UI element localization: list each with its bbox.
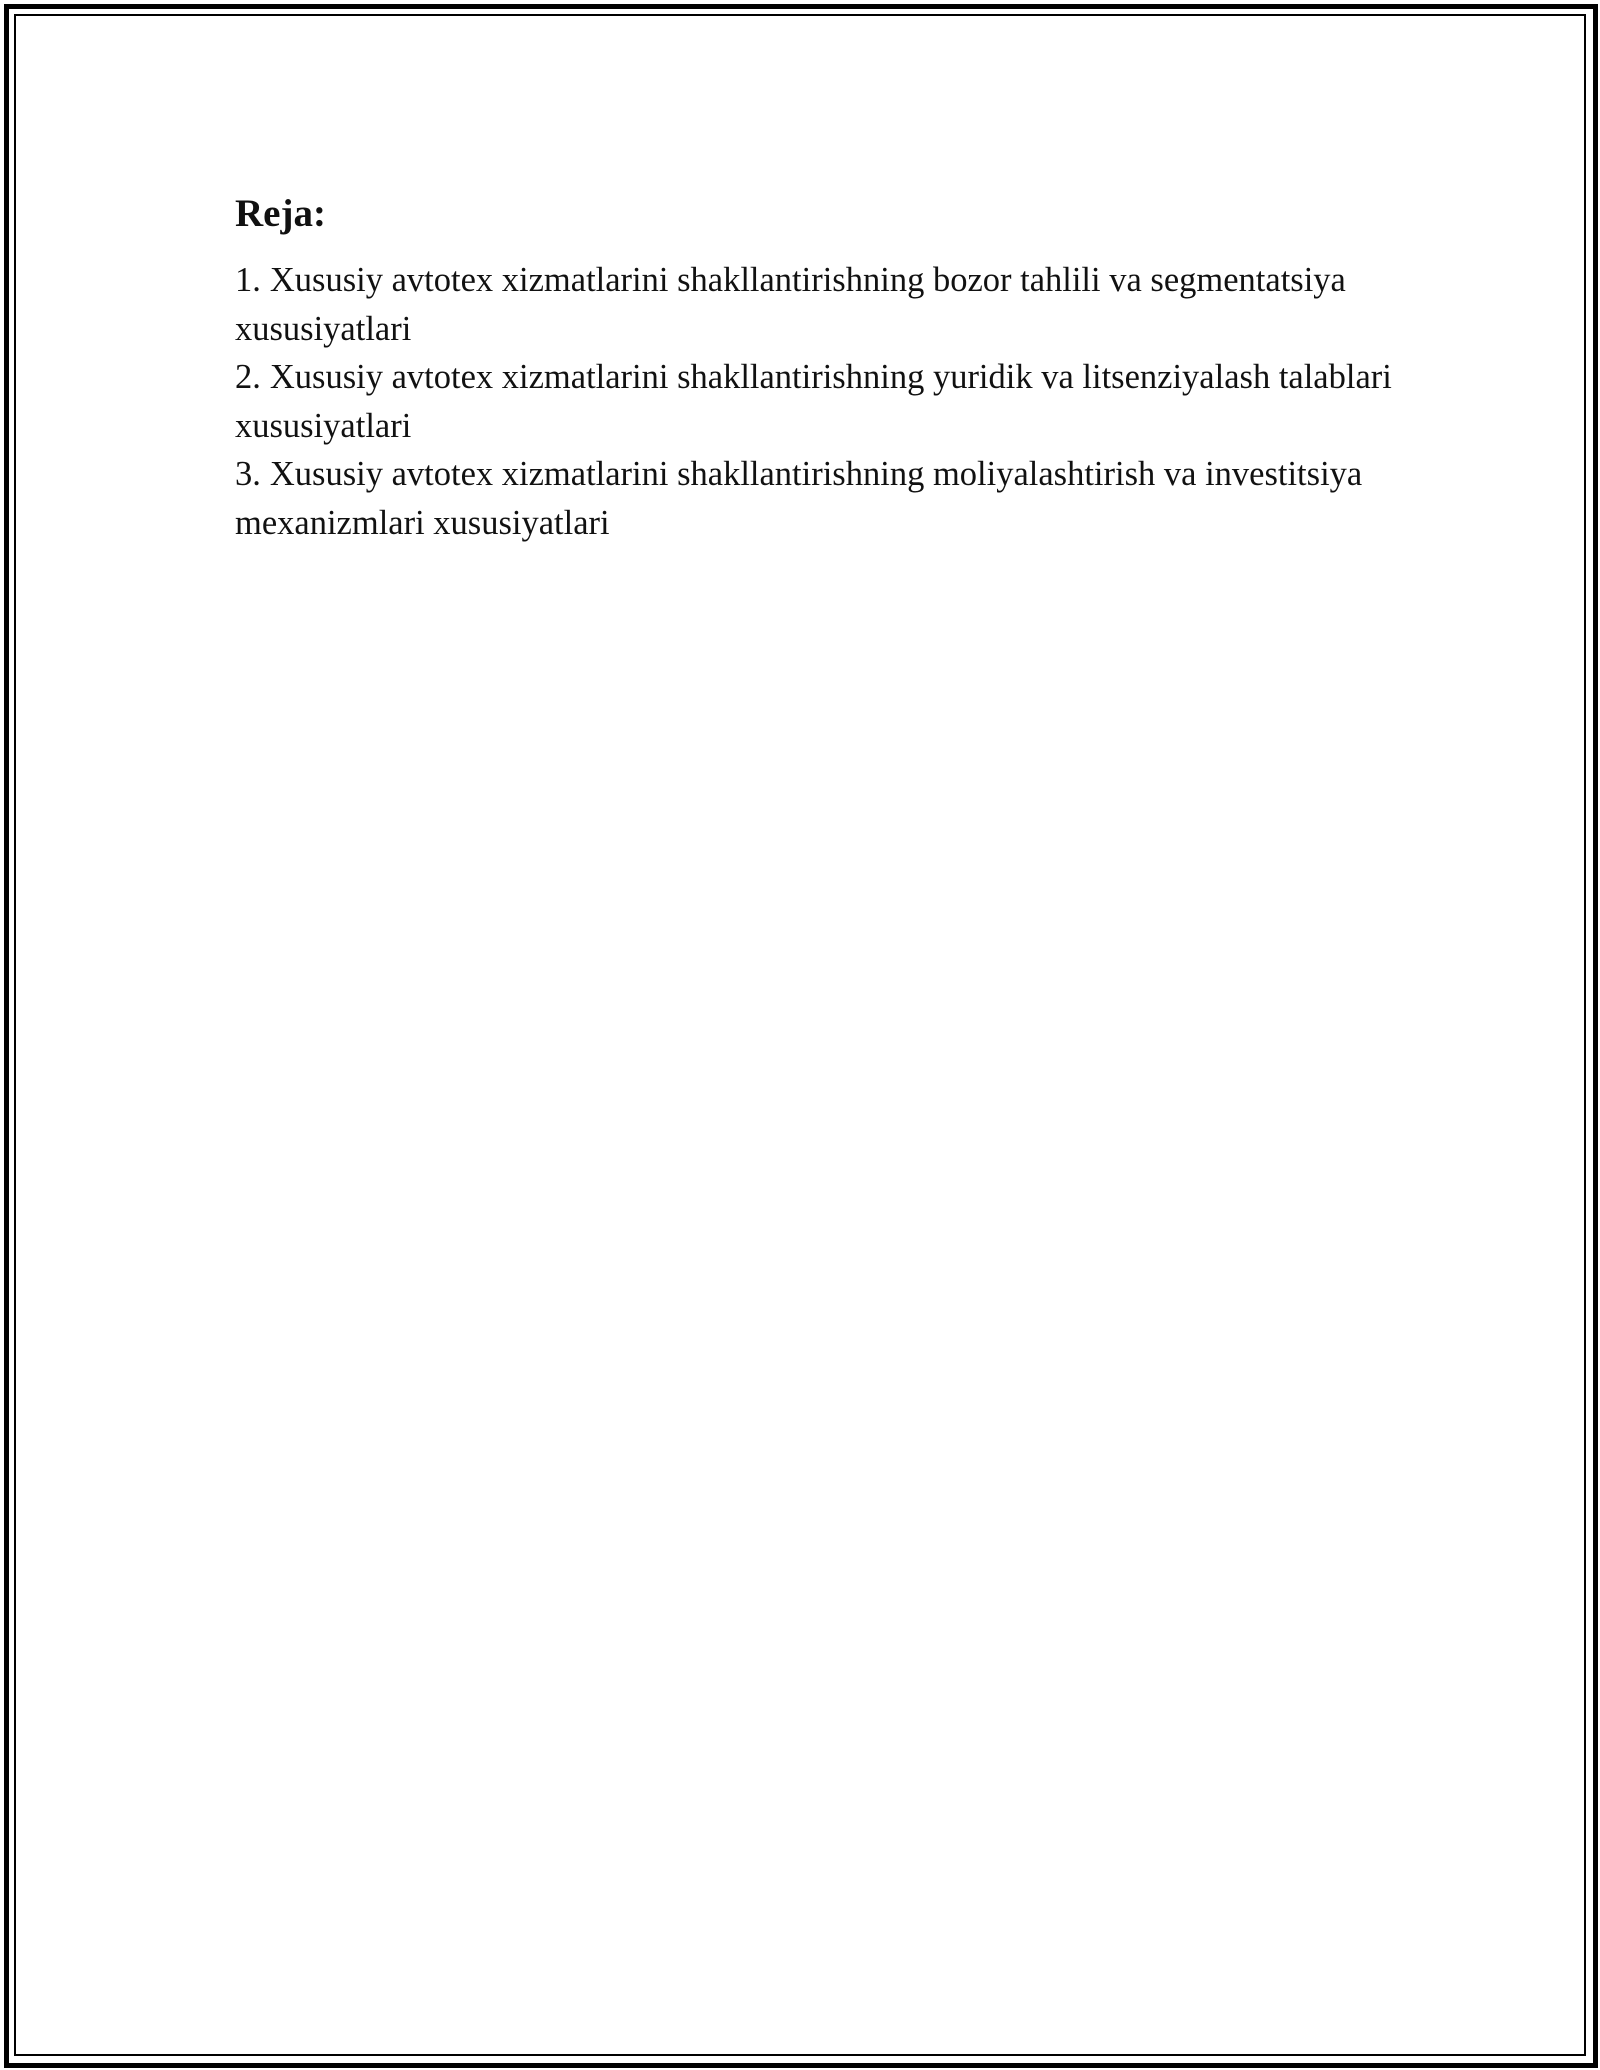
plan-item-1 — [235, 256, 1395, 353]
plan-item-number: 1. — [235, 261, 261, 299]
plan-item-3 — [235, 450, 1395, 547]
plan-item-2 — [235, 353, 1395, 450]
page-content — [235, 184, 1395, 547]
plan-item-number: 3. — [235, 455, 261, 493]
plan-list — [235, 256, 1395, 547]
plan-heading: Reja: — [235, 192, 326, 235]
plan-item-number: 2. — [235, 358, 261, 396]
plan-item-text: Xususiy avtotex xizmatlarini shakllantirishning yuridik va litsenziyalash talablari xususiyatlari — [235, 358, 1392, 445]
plan-item-text: Xususiy avtotex xizmatlarini shakllantirishning bozor tahlili va segmentatsiya xususiyatlari — [235, 261, 1346, 348]
plan-item-text: Xususiy avtotex xizmatlarini shakllantirishning moliyalashtirish va investitsiya mexanizmlari xususiyatlari — [235, 455, 1363, 542]
